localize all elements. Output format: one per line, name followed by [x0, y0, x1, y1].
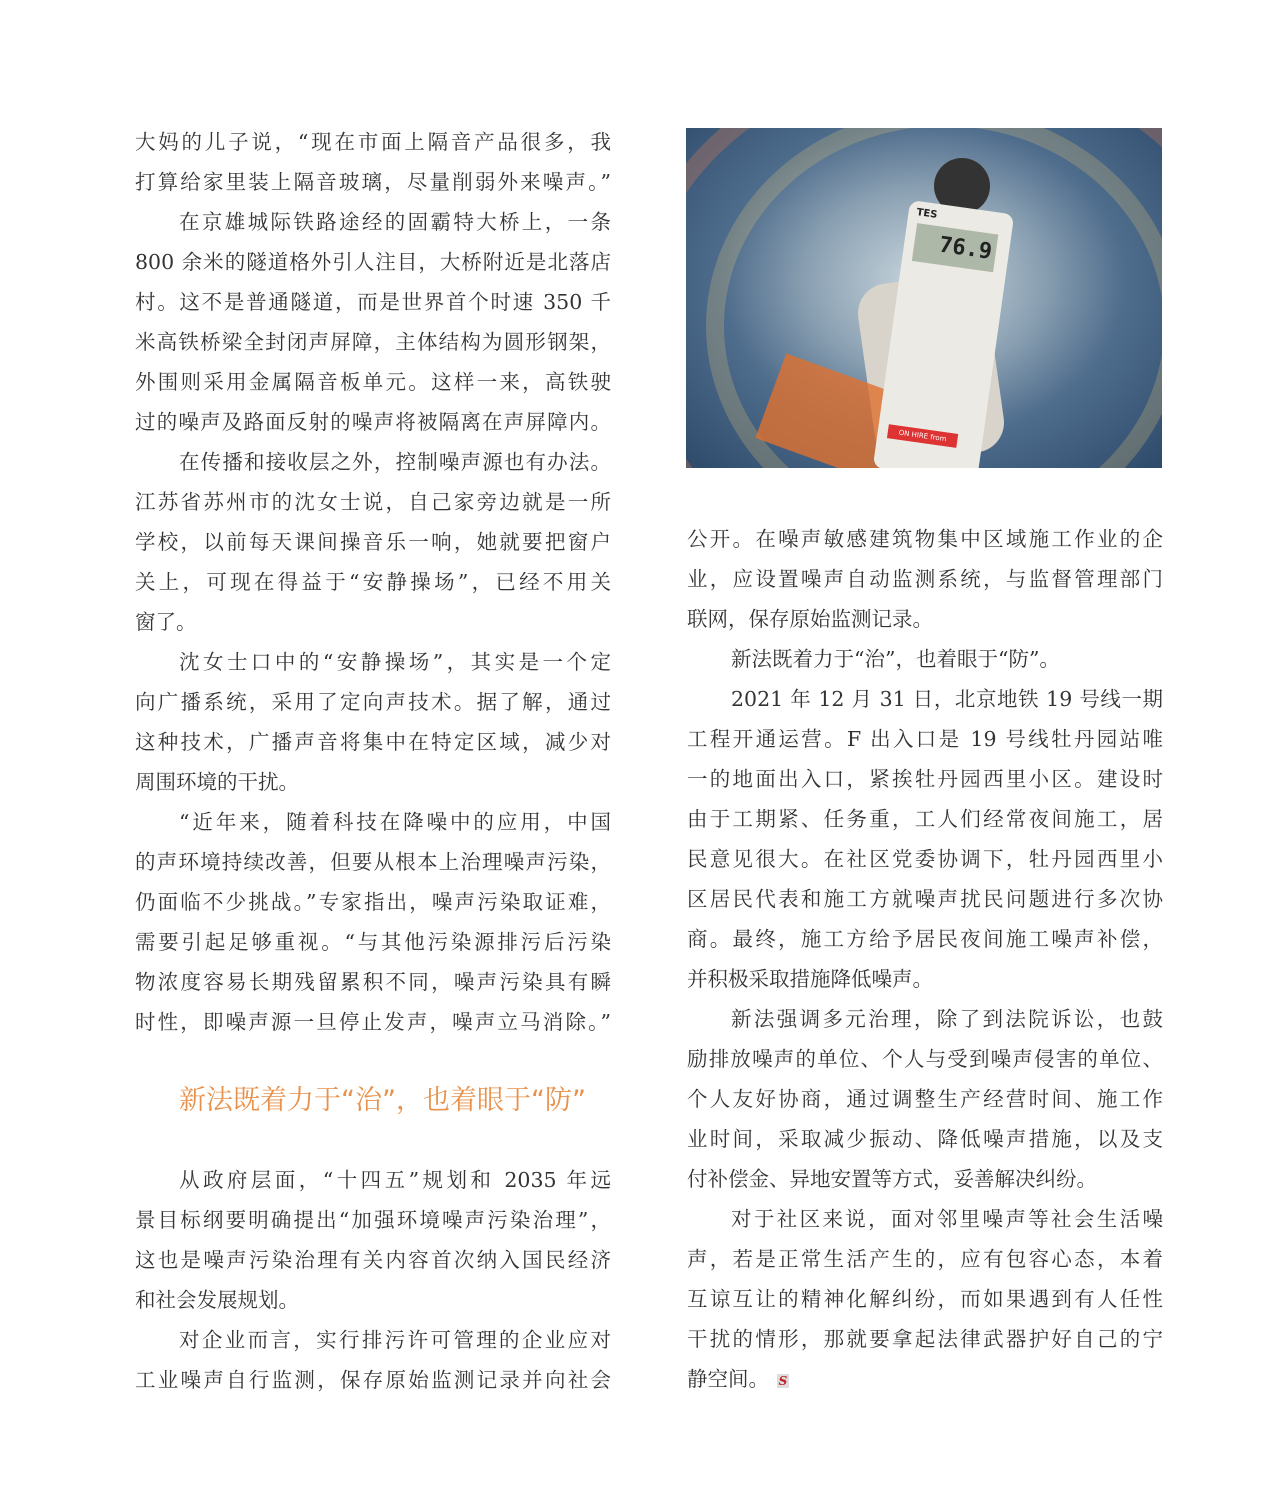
- end-of-article-icon: S: [778, 1373, 788, 1388]
- text-line: 互谅互让的精神化解纠纷，而如果遇到有人任性: [687, 1287, 1163, 1311]
- left-column: [135, 122, 611, 1400]
- text-line: [135, 602, 611, 642]
- text-line-content: 和社会发展规划。: [135, 1288, 299, 1312]
- text-line: 工程开通运营。F 出入口是 19 号线牡丹园站唯: [687, 727, 1163, 751]
- text-line: 民意见很大。在社区党委协调下，牡丹园西里小: [687, 847, 1163, 871]
- meter-brand: TES: [915, 207, 939, 221]
- text-line: 从政府层面，“十四五”规划和 2035 年远: [179, 1168, 611, 1192]
- text-line-content: 窗了。: [135, 610, 197, 634]
- text-line: 需要引起足够重视。“与其他污染源排污后污染: [135, 930, 611, 954]
- text-line: 一的地面出入口，紧挨牡丹园西里小区。建设时: [687, 767, 1163, 791]
- meter-display: 76.9: [912, 223, 998, 272]
- text-line: 大妈的儿子说，“现在市面上隔音产品很多，我: [135, 130, 611, 154]
- text-line: 向广播系统，采用了定向声技术。据了解，通过: [135, 690, 611, 714]
- text-line: 在京雄城际铁路途经的固霸特大桥上，一条: [179, 210, 611, 234]
- text-line: 商。最终，施工方给予居民夜间施工噪声补偿，: [687, 927, 1163, 951]
- text-line: 在传播和接收层之外，控制噪声源也有办法。: [179, 450, 611, 474]
- text-line: 新法强调多元治理，除了到法院诉讼，也鼓: [731, 1007, 1163, 1031]
- text-line-content: 付补偿金、异地安置等方式，妥善解决纠纷。: [687, 1167, 1097, 1191]
- text-line: 时性，即噪声源一旦停止发声，噪声立马消除。”: [135, 1010, 611, 1034]
- text-line: [687, 1359, 1163, 1399]
- text-line: [135, 1280, 611, 1320]
- text-line: [687, 959, 1163, 999]
- text-line-content: 联网，保存原始监测记录。: [687, 607, 933, 631]
- text-line: 区居民代表和施工方就噪声扰民问题进行多次协: [687, 887, 1163, 911]
- text-line: 个人友好协商，通过调整生产经营时间、施工作: [687, 1087, 1163, 1111]
- text-line: 业，应设置噪声自动监测系统，与监督管理部门: [687, 567, 1163, 591]
- text-line: 励排放噪声的单位、个人与受到噪声侵害的单位、: [687, 1047, 1163, 1071]
- text-line: “近年来，随着科技在降噪中的应用，中国: [179, 810, 611, 834]
- text-line: 公开。在噪声敏感建筑物集中区域施工作业的企: [687, 527, 1163, 551]
- text-line-content: 新法既着力于“治”，也着眼于“防”。: [731, 647, 1060, 671]
- text-line: 江苏省苏州市的沈女士说，自己家旁边就是一所: [135, 490, 611, 514]
- text-line: 外围则采用金属隔音板单元。这样一来，高铁驶: [135, 370, 611, 394]
- text-line: 这种技术，广播声音将集中在特定区域，减少对: [135, 730, 611, 754]
- text-line: 沈女士口中的“安静操场”，其实是一个定: [179, 650, 611, 674]
- text-line: 的声环境持续改善，但要从根本上治理噪声污染，: [135, 850, 611, 874]
- text-line: 业时间，采取减少振动、降低噪声措施，以及支: [687, 1127, 1163, 1151]
- text-line-content: 周围环境的干扰。: [135, 770, 299, 794]
- text-line: [687, 1159, 1163, 1199]
- text-line: 干扰的情形，那就要拿起法律武器护好自己的宁: [687, 1327, 1163, 1351]
- text-line: 对企业而言，实行排污许可管理的企业应对: [179, 1328, 611, 1352]
- sound-level-meter-photo: [686, 128, 1162, 468]
- text-line: 米高铁桥梁全封闭声屏障，主体结构为圆形钢架，: [135, 330, 611, 354]
- text-line: 打算给家里装上隔音玻璃，尽量削弱外来噪声。”: [135, 170, 611, 194]
- text-line: 村。这不是普通隧道，而是世界首个时速 350 千: [135, 290, 611, 314]
- text-line: 仍面临不少挑战。”专家指出，噪声污染取证难，: [135, 890, 611, 914]
- text-line-content: 并积极采取措施降低噪声。: [687, 967, 933, 991]
- text-line: 学校，以前每天课间操音乐一响，她就要把窗户: [135, 530, 611, 554]
- text-line: 对于社区来说，面对邻里噪声等社会生活噪: [731, 1207, 1163, 1231]
- text-line: 由于工期紧、任务重，工人们经常夜间施工，居: [687, 807, 1163, 831]
- section-heading: 新法既着力于“治”，也着眼于“防”: [179, 1085, 586, 1116]
- text-line: 这也是噪声污染治理有关内容首次纳入国民经济: [135, 1248, 611, 1272]
- text-line: [135, 762, 611, 802]
- text-line: 景目标纲要明确提出“加强环境噪声污染治理”，: [135, 1208, 611, 1232]
- text-line: 关上，可现在得益于“安静操场”，已经不用关: [135, 570, 611, 594]
- text-line: 800 余米的隧道格外引人注目，大桥附近是北落店: [135, 250, 611, 274]
- text-line: 过的噪声及路面反射的噪声将被隔离在声屏障内。: [135, 410, 611, 434]
- text-line: 工业噪声自行监测，保存原始监测记录并向社会: [135, 1368, 611, 1392]
- text-line: 2021 年 12 月 31 日，北京地铁 19 号线一期: [731, 687, 1163, 711]
- text-line: 声，若是正常生活产生的，应有包容心态，本着: [687, 1247, 1163, 1271]
- text-line-content: 静空间。: [687, 1367, 769, 1391]
- text-line: [687, 599, 1163, 639]
- right-column: [687, 519, 1163, 1399]
- text-line: [687, 639, 1163, 679]
- hire-label: ON HIRE from: [887, 424, 958, 448]
- text-line: 物浓度容易长期残留累积不同，噪声污染具有瞬: [135, 970, 611, 994]
